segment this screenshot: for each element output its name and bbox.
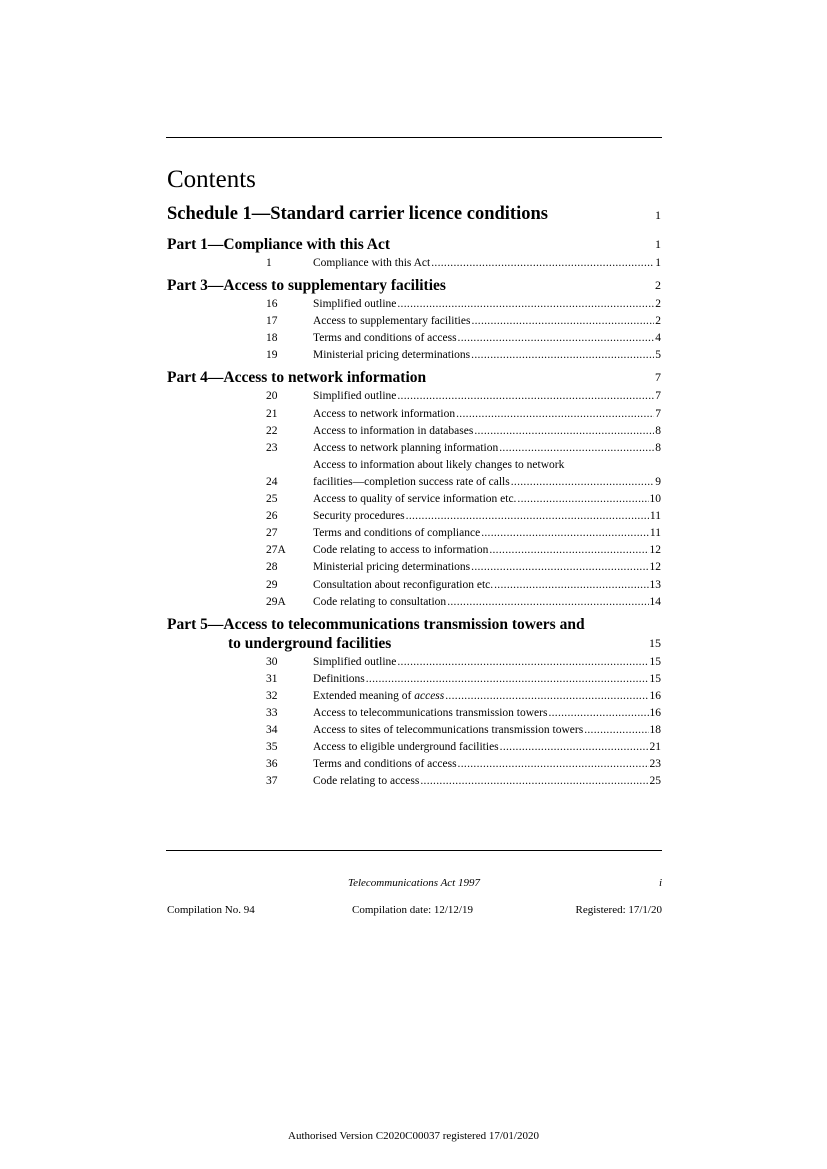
- section-number: 20: [266, 390, 278, 403]
- section-title: Simplified outline: [313, 298, 397, 311]
- section-number: 16: [266, 298, 278, 311]
- toc-entry[interactable]: [167, 296, 661, 313]
- section-number: 23: [266, 441, 278, 454]
- compilation-date: Compilation date: 12/12/19: [352, 904, 473, 916]
- section-page: 21: [649, 741, 661, 754]
- section-number: 34: [266, 724, 278, 737]
- toc-entry[interactable]: [167, 705, 661, 722]
- part-heading[interactable]: [167, 615, 661, 653]
- compilation-number: Compilation No. 94: [167, 904, 255, 916]
- top-rule: [166, 137, 662, 138]
- section-title: Access to supplementary facilities: [313, 315, 471, 328]
- footer-act-title: Telecommunications Act 1997: [348, 877, 480, 889]
- section-page: 1: [655, 257, 661, 269]
- footer-page-number: i: [658, 877, 662, 889]
- toc-part: [167, 276, 661, 364]
- section-title: Access to eligible underground facilities: [313, 741, 499, 754]
- section-body: [313, 406, 661, 423]
- section-title: Code relating to access to information: [313, 544, 489, 557]
- section-page: 18: [649, 724, 661, 737]
- dot-leader: [456, 406, 654, 423]
- section-page: 12: [649, 544, 661, 557]
- section-title: Terms and conditions of access: [313, 332, 457, 345]
- section-number: 29A: [266, 595, 286, 608]
- section-page: 5: [655, 349, 661, 362]
- toc-entry[interactable]: [167, 491, 661, 508]
- toc-entry[interactable]: [167, 773, 661, 790]
- section-body: [313, 255, 661, 272]
- registered-date: Registered: 17/1/20: [575, 904, 662, 916]
- part-title-line: to underground facilities: [228, 634, 392, 652]
- table-of-contents: [167, 201, 661, 790]
- section-title: Access to network planning information: [313, 441, 499, 454]
- dot-leader: [397, 296, 654, 313]
- section-body: [313, 739, 661, 756]
- section-title: Access to quality of service information etc.: [313, 493, 517, 506]
- section-title: Access to sites of telecommunications transmission towers: [313, 724, 584, 737]
- dot-leader: [471, 313, 654, 330]
- section-title: Code relating to consultation: [313, 595, 447, 608]
- footer-title-row: [166, 877, 662, 889]
- section-number: 28: [266, 561, 278, 574]
- toc-part: [167, 235, 661, 272]
- dot-leader: [489, 542, 648, 559]
- section-body: [313, 773, 661, 790]
- section-body: [313, 594, 661, 611]
- section-body: [313, 457, 661, 491]
- part-title: [167, 276, 655, 295]
- section-body: [313, 508, 661, 525]
- section-page: 15: [649, 655, 661, 668]
- section-page: 12: [649, 561, 661, 574]
- section-page: 16: [649, 689, 661, 702]
- part-title-line: Part 1—Compliance with this Act: [167, 236, 391, 253]
- dot-leader: [420, 773, 648, 790]
- toc-entry[interactable]: [167, 457, 661, 491]
- part-page: 1: [655, 237, 661, 251]
- part-heading[interactable]: [167, 368, 661, 387]
- section-body: [313, 705, 661, 722]
- dot-leader: [474, 423, 654, 440]
- dot-leader: [499, 440, 654, 457]
- section-number: 27: [266, 527, 278, 540]
- part-title-line: Part 5—Access to telecommunications transmission towers and: [167, 615, 585, 633]
- section-body: [313, 722, 661, 739]
- section-page: 2: [655, 315, 661, 328]
- section-page: 8: [655, 424, 661, 437]
- section-page: 14: [649, 595, 661, 608]
- section-body: [313, 313, 661, 330]
- section-number: 26: [266, 510, 278, 523]
- schedule-page: 1: [655, 208, 661, 222]
- section-title: Access to network information: [313, 407, 456, 420]
- section-body: [313, 347, 661, 364]
- section-number: 21: [266, 407, 278, 420]
- dot-leader: [481, 525, 649, 542]
- part-title: [167, 368, 655, 387]
- parts-list: [167, 235, 661, 790]
- section-page: 7: [655, 407, 661, 420]
- section-body: [313, 688, 661, 705]
- section-body: [313, 542, 661, 559]
- section-page: 11: [649, 527, 661, 540]
- part-title-line: Part 3—Access to supplementary facilities: [167, 277, 446, 295]
- part-page: 7: [655, 370, 661, 385]
- section-title: Consultation about reconfiguration etc.: [313, 578, 494, 591]
- section-title: Ministerial pricing determinations: [313, 561, 471, 574]
- toc-entry[interactable]: [167, 756, 661, 773]
- section-number: 27A: [266, 544, 286, 557]
- toc-entry[interactable]: [167, 440, 661, 457]
- section-title: Definitions: [313, 672, 365, 685]
- dot-leader: [397, 654, 648, 671]
- section-page: 15: [649, 672, 661, 685]
- dot-leader: [548, 705, 648, 722]
- toc-entry[interactable]: [167, 671, 661, 688]
- dot-leader: [517, 491, 648, 508]
- dot-leader: [445, 688, 648, 705]
- section-number: 24: [266, 475, 278, 488]
- section-number: 25: [266, 493, 278, 506]
- section-body: [313, 330, 661, 347]
- section-body: [313, 296, 661, 313]
- section-title: Simplified outline: [313, 655, 397, 668]
- toc-part: [167, 615, 661, 791]
- toc-entry[interactable]: [167, 406, 661, 423]
- section-number: 17: [266, 315, 278, 328]
- toc-entry[interactable]: [167, 739, 661, 756]
- section-number: 33: [266, 706, 278, 719]
- dot-leader: [500, 739, 649, 756]
- section-title: Access to telecommunications transmission towers: [313, 706, 548, 719]
- section-page: 13: [649, 578, 661, 591]
- toc-entry[interactable]: [167, 559, 661, 576]
- section-body: [313, 577, 661, 594]
- section-page: 16: [649, 706, 661, 719]
- toc-entry[interactable]: [167, 508, 661, 525]
- section-title: facilities—completion success rate of calls: [313, 475, 510, 488]
- page-title: Contents: [167, 166, 256, 193]
- dot-leader: [584, 722, 648, 739]
- section-body: [313, 671, 661, 688]
- section-title-line: Access to information about likely changes to network: [313, 458, 565, 471]
- schedule-heading[interactable]: [167, 201, 661, 228]
- section-number: 37: [266, 775, 278, 788]
- toc-entry[interactable]: [167, 722, 661, 739]
- dot-leader: [447, 594, 648, 611]
- section-number: 31: [266, 672, 278, 685]
- part-title: [167, 235, 655, 254]
- dot-leader: [494, 577, 648, 594]
- section-page: 23: [649, 758, 661, 771]
- section-body: [313, 440, 661, 457]
- section-title: Ministerial pricing determinations: [313, 349, 471, 362]
- section-page: 10: [649, 493, 661, 506]
- section-body: [313, 559, 661, 576]
- section-number: 18: [266, 332, 278, 345]
- section-title: Compliance with this Act: [313, 257, 431, 269]
- dot-leader: [458, 756, 649, 773]
- section-title: Access to information in databases: [313, 424, 474, 437]
- dot-leader: [397, 388, 654, 405]
- toc-entry[interactable]: [167, 423, 661, 440]
- section-title: Extended meaning of access: [313, 689, 445, 702]
- section-number: 22: [266, 424, 278, 437]
- section-body: [313, 423, 661, 440]
- toc-entry[interactable]: [167, 688, 661, 705]
- section-page: 7: [655, 390, 661, 403]
- toc-entry[interactable]: [167, 594, 661, 611]
- part-page: 2: [655, 278, 661, 293]
- section-number: 1: [266, 257, 272, 269]
- section-number: 32: [266, 689, 278, 702]
- dot-leader: [511, 474, 655, 491]
- section-body: [313, 654, 661, 671]
- section-body: [313, 491, 661, 508]
- dot-leader: [471, 347, 654, 364]
- section-body: [313, 388, 661, 405]
- section-title: Simplified outline: [313, 390, 397, 403]
- toc-entry[interactable]: [167, 313, 661, 330]
- section-title: Code relating to access: [313, 775, 420, 788]
- part-title: [167, 615, 649, 653]
- section-page: 11: [649, 510, 661, 523]
- bottom-rule: [166, 850, 662, 851]
- authorised-version: Authorised Version C2020C00037 registered 17/01/2020: [288, 1130, 539, 1142]
- dot-leader: [366, 671, 649, 688]
- section-number: 30: [266, 655, 278, 668]
- part-title-line: Part 4—Access to network information: [167, 369, 427, 387]
- section-body: [313, 525, 661, 542]
- section-body: [313, 756, 661, 773]
- toc-part: [167, 368, 661, 610]
- dot-leader: [471, 559, 648, 576]
- part-heading[interactable]: [167, 276, 661, 295]
- toc-entry[interactable]: [167, 654, 661, 671]
- toc-entry[interactable]: [167, 330, 661, 347]
- part-heading[interactable]: [167, 235, 661, 254]
- dot-leader: [458, 330, 655, 347]
- dot-leader: [406, 508, 649, 525]
- section-number: 35: [266, 741, 278, 754]
- section-number: 29: [266, 578, 278, 591]
- toc-entry[interactable]: [167, 525, 661, 542]
- section-number: 19: [266, 349, 278, 362]
- toc-entry[interactable]: [167, 347, 661, 364]
- toc-entry[interactable]: [167, 542, 661, 559]
- section-title: Terms and conditions of access: [313, 758, 457, 771]
- section-page: 4: [655, 332, 661, 345]
- section-page: 9: [655, 475, 661, 488]
- section-title: Security procedures: [313, 510, 405, 523]
- section-number: 36: [266, 758, 278, 771]
- section-page: 2: [655, 298, 661, 311]
- toc-entry[interactable]: [167, 255, 661, 272]
- part-page: 15: [649, 635, 661, 650]
- dot-leader: [431, 255, 654, 272]
- section-title: Terms and conditions of compliance: [313, 527, 481, 540]
- toc-entry[interactable]: [167, 577, 661, 594]
- section-page: 8: [655, 441, 661, 454]
- section-page: 25: [649, 775, 661, 788]
- toc-entry[interactable]: [167, 388, 661, 405]
- schedule-title: Schedule 1—Standard carrier licence conditions: [167, 204, 548, 224]
